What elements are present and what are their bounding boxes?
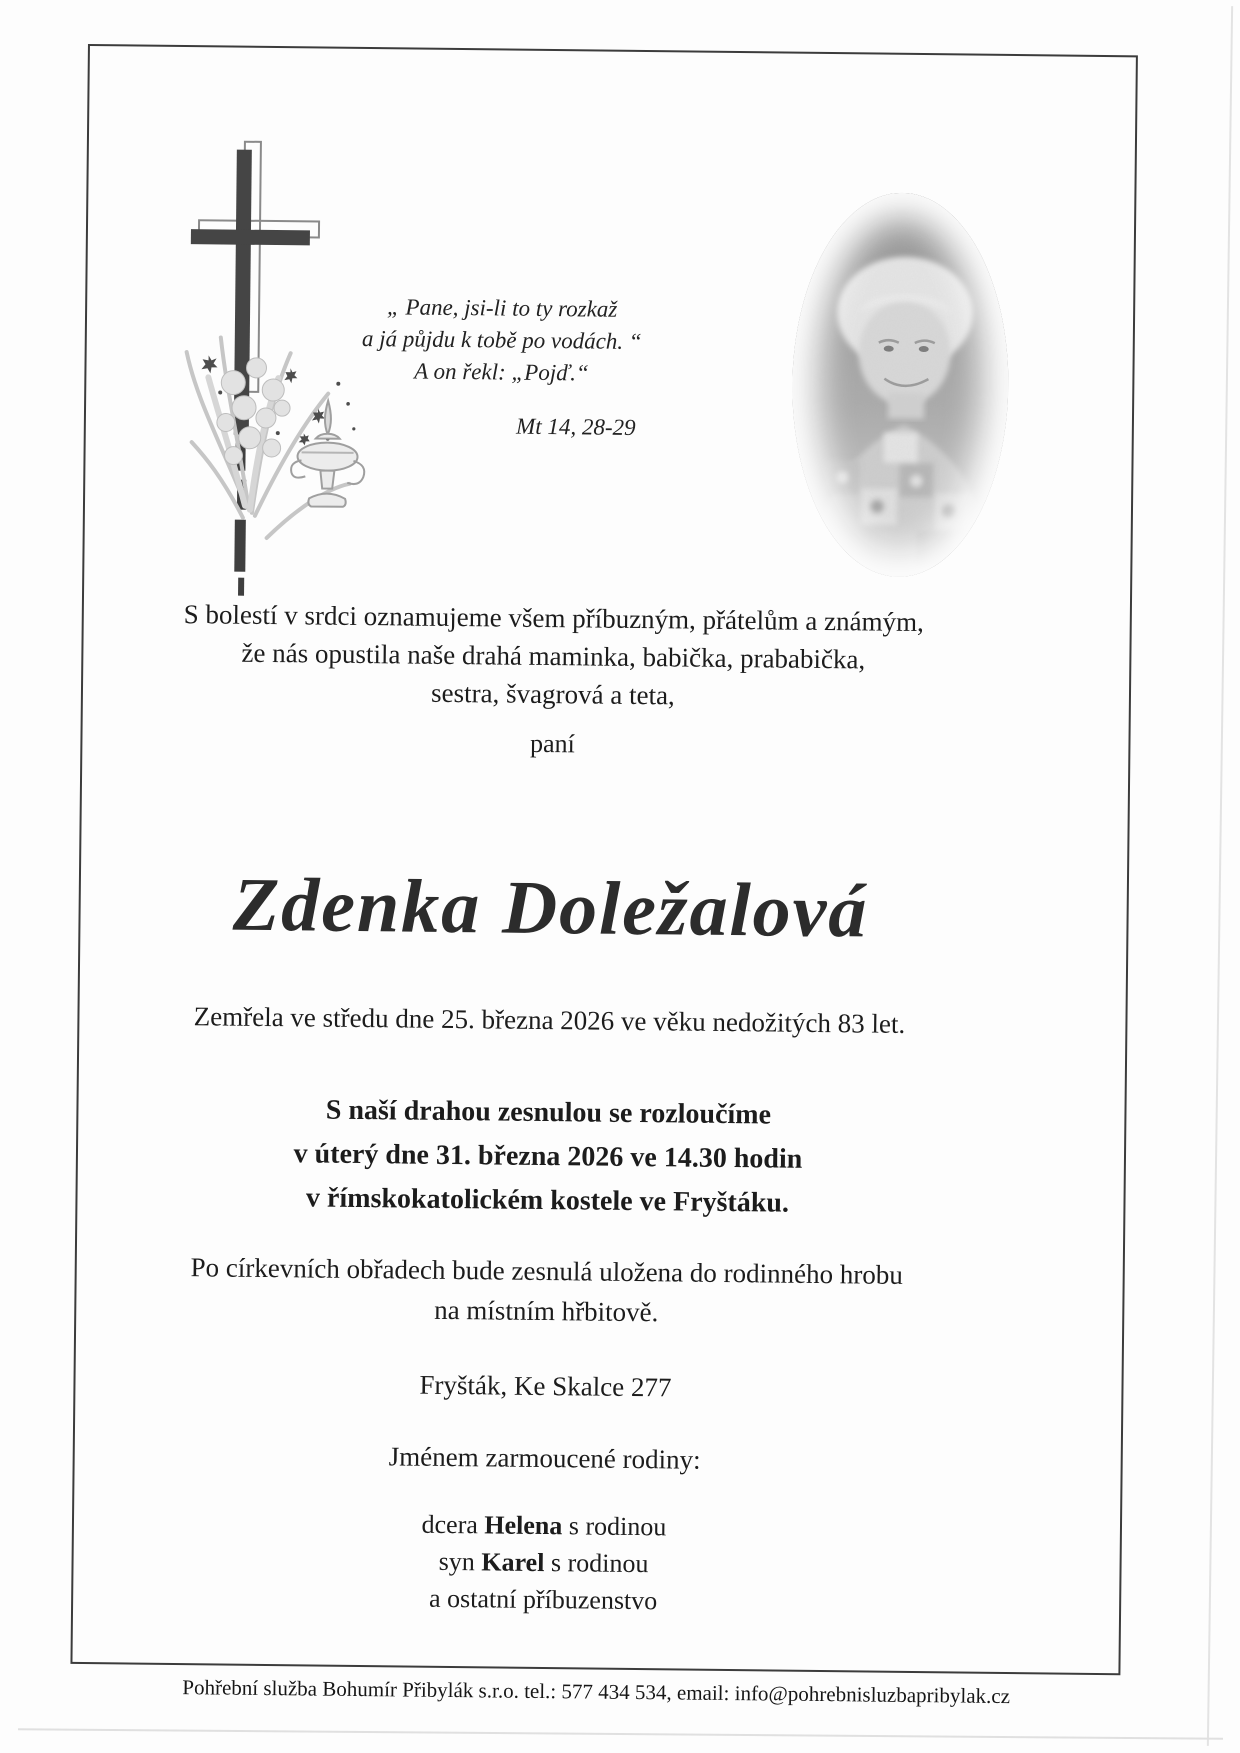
- farewell-details: [75, 1086, 1020, 1228]
- scan-edge: [1207, 6, 1233, 1746]
- family-member-name: Karel: [481, 1547, 545, 1578]
- announcement-paragraph: [81, 594, 1026, 718]
- scanned-sheet: [70, 42, 1140, 1753]
- announcement-line: sestra, švagrová a teta,: [430, 677, 675, 711]
- announcement-line: S bolestí v srdci oznamujeme všem příbuzným, přátelům a známým,: [183, 599, 924, 638]
- quote-line: A on řekl: „Pojď.“: [414, 358, 589, 386]
- relation-suffix: s rodinou: [544, 1548, 649, 1579]
- family-intro: Jménem zarmoucené rodiny:: [388, 1441, 701, 1475]
- scripture-quote: [301, 290, 703, 444]
- family-list: [71, 1502, 1016, 1623]
- relation-label: syn: [438, 1546, 482, 1577]
- salutation: paní: [529, 728, 575, 759]
- burial-line: Po církevních obřadech bude zesnulá uložena do rodinného hrobu: [190, 1252, 904, 1290]
- family-others: a ostatní příbuzenstvo: [428, 1583, 658, 1616]
- family-member-name: Helena: [484, 1510, 563, 1541]
- farewell-line: v římskokatolickém kostele ve Fryštáku.: [305, 1182, 790, 1219]
- address-line: Fryšták, Ke Skalce 277: [419, 1369, 672, 1403]
- burial-note: [74, 1246, 1019, 1336]
- burial-line: na místním hřbitově.: [434, 1294, 659, 1328]
- quote-reference: Mt 14, 28-29: [515, 413, 636, 440]
- farewell-line: S naší drahou zesnulou se rozloučíme: [325, 1094, 772, 1131]
- death-date-line: Zemřela ve středu dne 25. března 2026 ve věku nedožitých 83 let.: [193, 1001, 906, 1039]
- deceased-name: Zdenka Doležalová: [232, 862, 869, 954]
- quote-line: a já půjdu k tobě po vodách. “: [361, 325, 642, 355]
- relation-suffix: s rodinou: [562, 1511, 667, 1542]
- announcement-line: že nás opustila naše drahá maminka, babička, prababička,: [241, 637, 866, 675]
- relation-label: dcera: [421, 1509, 485, 1540]
- funeral-service-footer: Pohřební služba Bohumír Přibylák s.r.o. tel.: 577 434 534, email: info@pohrebnisluzbapribylak.cz: [182, 1675, 1011, 1709]
- quote-line: „ Pane, jsi-li to ty rozkaž: [386, 294, 618, 322]
- farewell-line: v úterý dne 31. března 2026 ve 14.30 hodin: [293, 1138, 803, 1175]
